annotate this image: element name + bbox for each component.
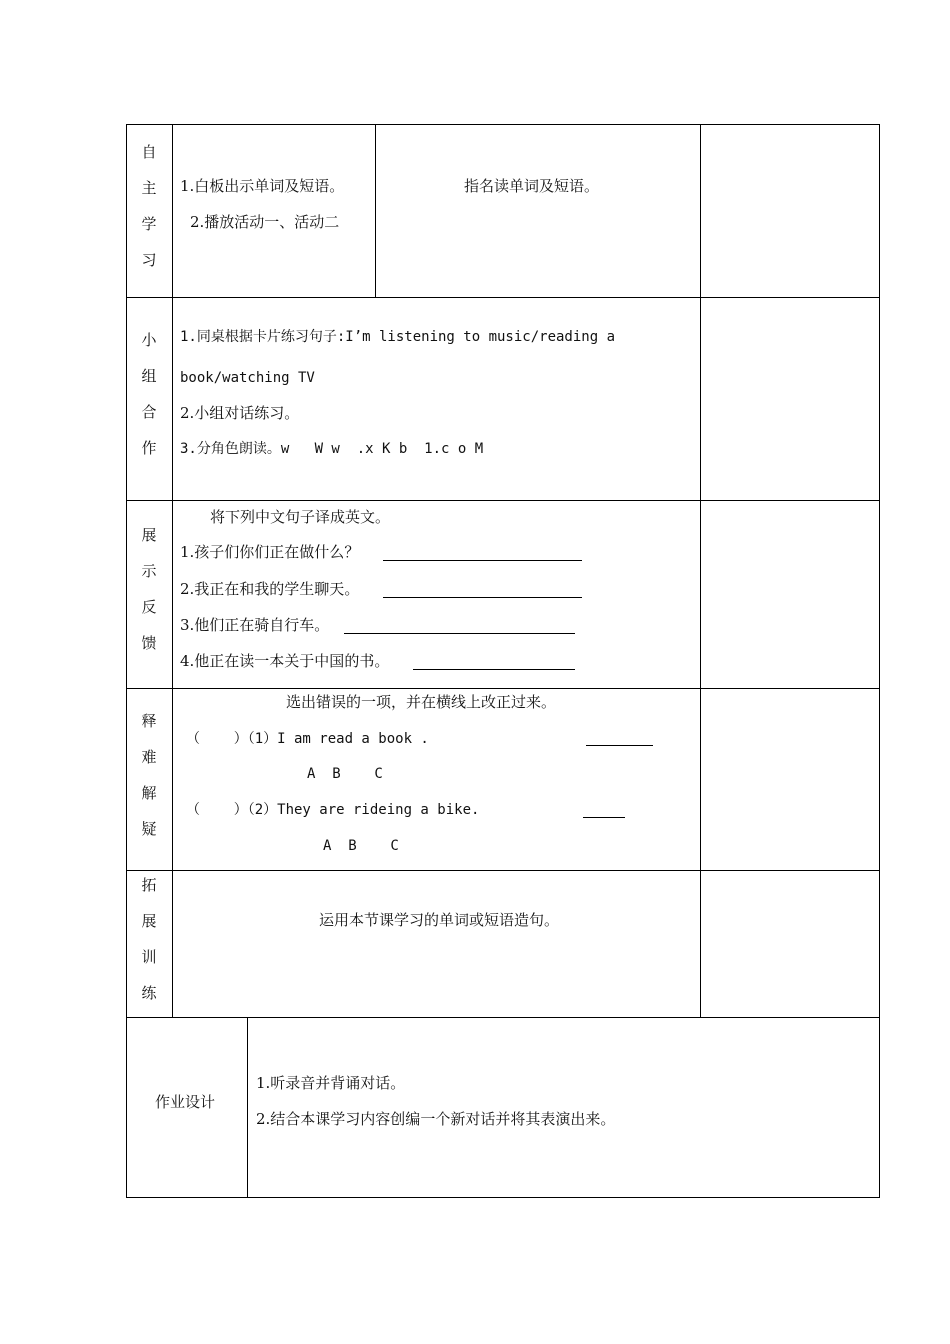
group-work-line: 2.小组对话练习。	[180, 404, 300, 422]
column-divider	[375, 124, 376, 297]
clarify-label	[126, 712, 172, 856]
group-work-line: 1.同桌根据卡片练习句子:I’m listening to music/reading a	[180, 329, 616, 345]
label-char: 反	[141, 598, 157, 616]
homework-label: 作业设计	[155, 1093, 216, 1111]
clarify-intro: 选出错误的一项，并在横线上改正过来。	[286, 693, 557, 711]
label-char: 释	[141, 712, 157, 730]
student-activity: 指名读单词及短语。	[464, 177, 600, 195]
question-1: （ ）（1）I am read a book .	[186, 731, 429, 747]
label-char: 小	[141, 331, 157, 349]
column-divider	[700, 124, 701, 1018]
label-char: 训	[141, 948, 157, 966]
translation-item: 2.我正在和我的学生聊天。	[180, 580, 360, 598]
group-work-line: 3.分角色朗读。w W w .x K b 1.c o M	[180, 441, 484, 457]
row-divider	[126, 1017, 879, 1018]
label-char: 习	[141, 251, 157, 269]
answer-blank	[586, 745, 653, 746]
row-divider	[126, 500, 879, 501]
teacher-activity-line: 2.播放活动一、活动二	[190, 213, 340, 231]
row-divider	[126, 870, 879, 871]
column-divider	[247, 1017, 248, 1197]
self-study-label	[126, 143, 172, 287]
answer-blank	[383, 597, 582, 598]
label-char: 疑	[141, 820, 157, 838]
extension-text: 运用本节课学习的单词或短语造句。	[319, 911, 560, 929]
label-char: 组	[141, 367, 157, 385]
question-2: （ ）（2）They are rideing a bike.	[186, 802, 480, 818]
column-divider	[172, 124, 173, 1018]
label-char: 自	[141, 143, 157, 161]
label-char: 展	[141, 912, 157, 930]
label-char: 练	[141, 984, 157, 1002]
answer-blank	[413, 669, 575, 670]
label-char: 合	[141, 403, 157, 421]
label-char: 难	[141, 748, 157, 766]
group-work-label	[126, 331, 172, 475]
label-char: 示	[141, 562, 157, 580]
group-work-line: book/watching TV	[180, 370, 315, 386]
feedback-label	[126, 526, 172, 670]
homework-line: 2.结合本课学习内容创编一个新对话并将其表演出来。	[256, 1110, 616, 1128]
row-divider	[126, 297, 879, 298]
label-char: 馈	[141, 634, 157, 652]
question-1-options: A B C	[307, 766, 383, 782]
extension-label	[126, 876, 172, 1020]
teacher-activity-line: 1.白板出示单词及短语。	[180, 177, 345, 195]
row-divider	[126, 688, 879, 689]
answer-blank	[583, 817, 625, 818]
answer-blank	[344, 633, 575, 634]
translation-item: 3.他们正在骑自行车。	[180, 616, 330, 634]
question-2-options: A B C	[323, 838, 399, 854]
label-char: 解	[141, 784, 157, 802]
label-char: 学	[141, 215, 157, 233]
label-char: 作	[141, 439, 157, 457]
answer-blank	[383, 560, 582, 561]
translation-item: 4.他正在读一本关于中国的书。	[180, 652, 390, 670]
label-char: 展	[141, 526, 157, 544]
homework-line: 1.听录音并背诵对话。	[256, 1074, 406, 1092]
label-char: 拓	[141, 876, 157, 894]
feedback-intro: 将下列中文句子译成英文。	[210, 508, 391, 526]
label-char: 主	[141, 179, 157, 197]
translation-item: 1.孩子们你们正在做什么？	[180, 543, 360, 561]
